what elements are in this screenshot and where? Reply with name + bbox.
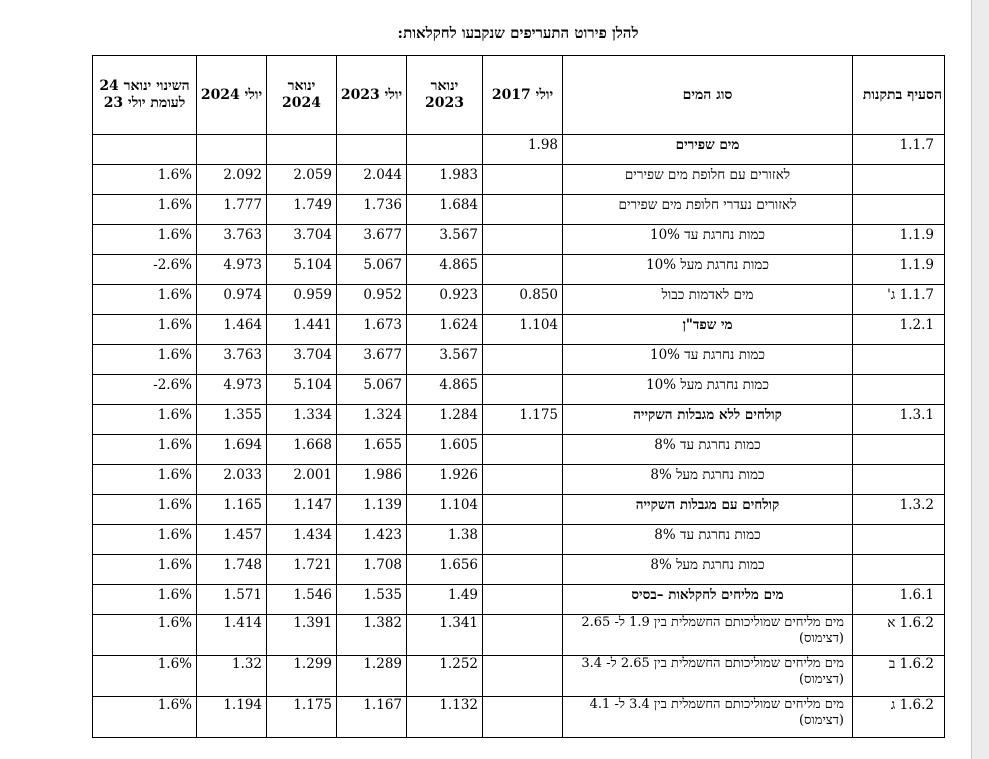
section-cell: [853, 435, 945, 465]
jul-2024-cell: 1.32: [197, 656, 267, 697]
water-type-cell: כמות נחרגת עד 10%: [563, 345, 853, 375]
jan-2023-cell: 1.104: [407, 495, 483, 525]
table-row: [93, 656, 945, 697]
jul-2017-cell: [483, 697, 563, 738]
jul-2024-cell: 1.355: [197, 405, 267, 435]
jul-2023-cell: 1.673: [337, 315, 407, 345]
jan-2023-cell: 1.624: [407, 315, 483, 345]
jan-2023-cell: 1.926: [407, 465, 483, 495]
jul-2017-cell: 0.850: [483, 285, 563, 315]
section-cell: 1.6.2 ב: [853, 656, 945, 697]
jul-2024-cell: 4.973: [197, 255, 267, 285]
jul-2017-cell: [483, 465, 563, 495]
water-type-cell: כמות נחרגת מעל 8%: [563, 465, 853, 495]
jul-2024-cell: 1.777: [197, 195, 267, 225]
jan-2023-cell: 4.865: [407, 375, 483, 405]
change-cell: 1.6%: [93, 315, 197, 345]
table-row: [93, 495, 945, 525]
jul-2024-cell: 2.092: [197, 165, 267, 195]
jul-2017-cell: [483, 345, 563, 375]
change-cell: -2.6%: [93, 255, 197, 285]
header-jul-2017: יולי 2017: [483, 56, 563, 135]
jan-2023-cell: 1.341: [407, 615, 483, 656]
jan-2023-cell: 1.132: [407, 697, 483, 738]
jul-2024-cell: 3.763: [197, 345, 267, 375]
jul-2024-cell: 1.457: [197, 525, 267, 555]
section-cell: 1.6.2 ג: [853, 697, 945, 738]
section-cell: 1.1.9: [853, 255, 945, 285]
jul-2023-cell: 1.655: [337, 435, 407, 465]
tariffs-table: [92, 55, 945, 738]
jul-2023-cell: 1.289: [337, 656, 407, 697]
table-row: [93, 585, 945, 615]
jul-2017-cell: [483, 495, 563, 525]
water-type-cell: כמות נחרגת עד 8%: [563, 525, 853, 555]
section-cell: 1.6.1: [853, 585, 945, 615]
change-cell: 1.6%: [93, 195, 197, 225]
jan-2024-cell: 1.175: [267, 697, 337, 738]
table-row: [93, 697, 945, 738]
jan-2024-cell: 5.104: [267, 255, 337, 285]
jan-2023-cell: 1.684: [407, 195, 483, 225]
section-cell: [853, 555, 945, 585]
jul-2023-cell: 5.067: [337, 375, 407, 405]
document-title: להלן פירוט התעריפים שנקבעו לחקלאות:: [397, 24, 639, 42]
water-type-cell: מים לאדמות כבול: [563, 285, 853, 315]
water-type-cell: מי שפד"ן: [563, 315, 853, 345]
jul-2024-cell: 4.973: [197, 375, 267, 405]
change-cell: 1.6%: [93, 495, 197, 525]
jul-2023-cell: 3.677: [337, 345, 407, 375]
change-cell: 1.6%: [93, 465, 197, 495]
table-row: [93, 165, 945, 195]
section-cell: [853, 195, 945, 225]
change-cell: 1.6%: [93, 285, 197, 315]
jul-2017-cell: 1.104: [483, 315, 563, 345]
jul-2023-cell: 1.535: [337, 585, 407, 615]
section-cell: 1.1.7: [853, 135, 945, 165]
water-type-cell: מים מליחים שמוליכותם החשמלית בין 2.65 ל- 3.4 (דצימוס): [563, 656, 853, 697]
jan-2024-cell: 5.104: [267, 375, 337, 405]
change-cell: 1.6%: [93, 615, 197, 656]
jul-2017-cell: [483, 525, 563, 555]
table-row: [93, 435, 945, 465]
section-cell: [853, 375, 945, 405]
water-type-cell: כמות נחרגת מעל 10%: [563, 375, 853, 405]
jul-2024-cell: 0.974: [197, 285, 267, 315]
jan-2023-cell: 4.865: [407, 255, 483, 285]
jul-2024-cell: 1.571: [197, 585, 267, 615]
section-cell: 1.2.1: [853, 315, 945, 345]
jul-2023-cell: 3.677: [337, 225, 407, 255]
section-cell: 1.3.2: [853, 495, 945, 525]
water-type-cell: קולחים ללא מגבלות השקייה: [563, 405, 853, 435]
jan-2024-cell: 3.704: [267, 345, 337, 375]
water-type-cell: מים מליחים לחקלאות –בסיס: [563, 585, 853, 615]
jul-2023-cell: 1.382: [337, 615, 407, 656]
jan-2024-cell: 1.391: [267, 615, 337, 656]
change-cell: 1.6%: [93, 165, 197, 195]
jan-2024-cell: 0.959: [267, 285, 337, 315]
jul-2024-cell: 1.464: [197, 315, 267, 345]
jul-2017-cell: [483, 585, 563, 615]
jul-2023-cell: 1.139: [337, 495, 407, 525]
change-cell: 1.6%: [93, 525, 197, 555]
jul-2017-cell: [483, 255, 563, 285]
water-type-cell: מים מליחים שמוליכותם החשמלית בין 3.4 ל- 4.1 (דצימוס): [563, 697, 853, 738]
change-cell: 1.6%: [93, 345, 197, 375]
jul-2017-cell: 1.98: [483, 135, 563, 165]
jan-2023-cell: 1.38: [407, 525, 483, 555]
jan-2024-cell: 1.546: [267, 585, 337, 615]
jul-2024-cell: [197, 135, 267, 165]
section-cell: 1.6.2 א: [853, 615, 945, 656]
jan-2024-cell: 1.749: [267, 195, 337, 225]
jul-2017-cell: [483, 375, 563, 405]
jan-2023-cell: 1.656: [407, 555, 483, 585]
header-water-type: סוג המים: [563, 56, 853, 135]
table-row: [93, 135, 945, 165]
table-row: [93, 555, 945, 585]
section-cell: 1.1.7 ג': [853, 285, 945, 315]
change-cell: [93, 135, 197, 165]
change-cell: 1.6%: [93, 225, 197, 255]
jul-2017-cell: [483, 225, 563, 255]
scrollbar-track[interactable]: [971, 0, 989, 759]
jul-2017-cell: [483, 195, 563, 225]
jan-2023-cell: 1.252: [407, 656, 483, 697]
jan-2023-cell: 1.605: [407, 435, 483, 465]
jan-2023-cell: 3.567: [407, 225, 483, 255]
water-type-cell: קולחים עם מגבלות השקייה: [563, 495, 853, 525]
table-row: [93, 405, 945, 435]
jan-2023-cell: [407, 135, 483, 165]
change-cell: 1.6%: [93, 405, 197, 435]
table-row: [93, 345, 945, 375]
jul-2024-cell: 2.033: [197, 465, 267, 495]
water-type-cell: כמות נחרגת מעל 8%: [563, 555, 853, 585]
header-change: השינוי ינואר 24 לעומת יולי 23: [93, 56, 197, 135]
jul-2023-cell: 1.736: [337, 195, 407, 225]
table-row: [93, 315, 945, 345]
section-cell: 1.3.1: [853, 405, 945, 435]
jul-2023-cell: [337, 135, 407, 165]
section-cell: [853, 165, 945, 195]
jul-2017-cell: [483, 555, 563, 585]
jul-2023-cell: 0.952: [337, 285, 407, 315]
jan-2023-cell: 1.284: [407, 405, 483, 435]
jul-2023-cell: 1.708: [337, 555, 407, 585]
water-type-cell: כמות נחרגת עד 8%: [563, 435, 853, 465]
jan-2024-cell: 3.704: [267, 225, 337, 255]
jul-2023-cell: 2.044: [337, 165, 407, 195]
table-row: [93, 225, 945, 255]
jan-2024-cell: [267, 135, 337, 165]
jul-2017-cell: [483, 435, 563, 465]
table-body: [93, 135, 945, 738]
header-jul-2024: יולי 2024: [197, 56, 267, 135]
jan-2024-cell: 2.059: [267, 165, 337, 195]
jul-2024-cell: 1.748: [197, 555, 267, 585]
section-cell: [853, 345, 945, 375]
jul-2023-cell: 5.067: [337, 255, 407, 285]
jul-2024-cell: 1.194: [197, 697, 267, 738]
water-type-cell: כמות נחרגת עד 10%: [563, 225, 853, 255]
header-jul-2023: יולי 2023: [337, 56, 407, 135]
jan-2023-cell: 1.49: [407, 585, 483, 615]
jul-2023-cell: 1.324: [337, 405, 407, 435]
table-row: [93, 465, 945, 495]
jul-2024-cell: 1.694: [197, 435, 267, 465]
jan-2024-cell: 1.668: [267, 435, 337, 465]
jan-2023-cell: 0.923: [407, 285, 483, 315]
jan-2024-cell: 1.441: [267, 315, 337, 345]
jan-2023-cell: 1.983: [407, 165, 483, 195]
jul-2017-cell: [483, 656, 563, 697]
jul-2023-cell: 1.986: [337, 465, 407, 495]
header-jan-2024: ינואר 2024: [267, 56, 337, 135]
water-type-cell: מים מליחים שמוליכותם החשמלית בין 1.9 ל- 2.65 (דצימוס): [563, 615, 853, 656]
table-header-row: [93, 56, 945, 135]
jan-2024-cell: 1.434: [267, 525, 337, 555]
section-cell: [853, 525, 945, 555]
water-type-cell: כמות נחרגת מעל 10%: [563, 255, 853, 285]
jul-2024-cell: 1.165: [197, 495, 267, 525]
jan-2024-cell: 1.721: [267, 555, 337, 585]
table-row: [93, 195, 945, 225]
jan-2024-cell: 2.001: [267, 465, 337, 495]
table-row: [93, 285, 945, 315]
change-cell: 1.6%: [93, 585, 197, 615]
jul-2024-cell: 3.763: [197, 225, 267, 255]
water-type-cell: מים שפירים: [563, 135, 853, 165]
jan-2024-cell: 1.299: [267, 656, 337, 697]
table-row: [93, 375, 945, 405]
change-cell: 1.6%: [93, 555, 197, 585]
table-row: [93, 525, 945, 555]
section-cell: [853, 465, 945, 495]
jul-2023-cell: 1.423: [337, 525, 407, 555]
table-row: [93, 615, 945, 656]
change-cell: 1.6%: [93, 656, 197, 697]
change-cell: -2.6%: [93, 375, 197, 405]
jan-2024-cell: 1.334: [267, 405, 337, 435]
table-row: [93, 255, 945, 285]
jul-2023-cell: 1.167: [337, 697, 407, 738]
jul-2024-cell: 1.414: [197, 615, 267, 656]
change-cell: 1.6%: [93, 697, 197, 738]
jan-2023-cell: 3.567: [407, 345, 483, 375]
water-type-cell: לאזורים עם חלופת מים שפירים: [563, 165, 853, 195]
jul-2017-cell: [483, 165, 563, 195]
jul-2017-cell: [483, 615, 563, 656]
change-cell: 1.6%: [93, 435, 197, 465]
header-jan-2023: ינואר 2023: [407, 56, 483, 135]
jan-2024-cell: 1.147: [267, 495, 337, 525]
water-type-cell: לאזורים נעדרי חלופת מים שפירים: [563, 195, 853, 225]
jul-2017-cell: 1.175: [483, 405, 563, 435]
section-cell: 1.1.9: [853, 225, 945, 255]
header-section: הסעיף בתקנות: [853, 56, 945, 135]
